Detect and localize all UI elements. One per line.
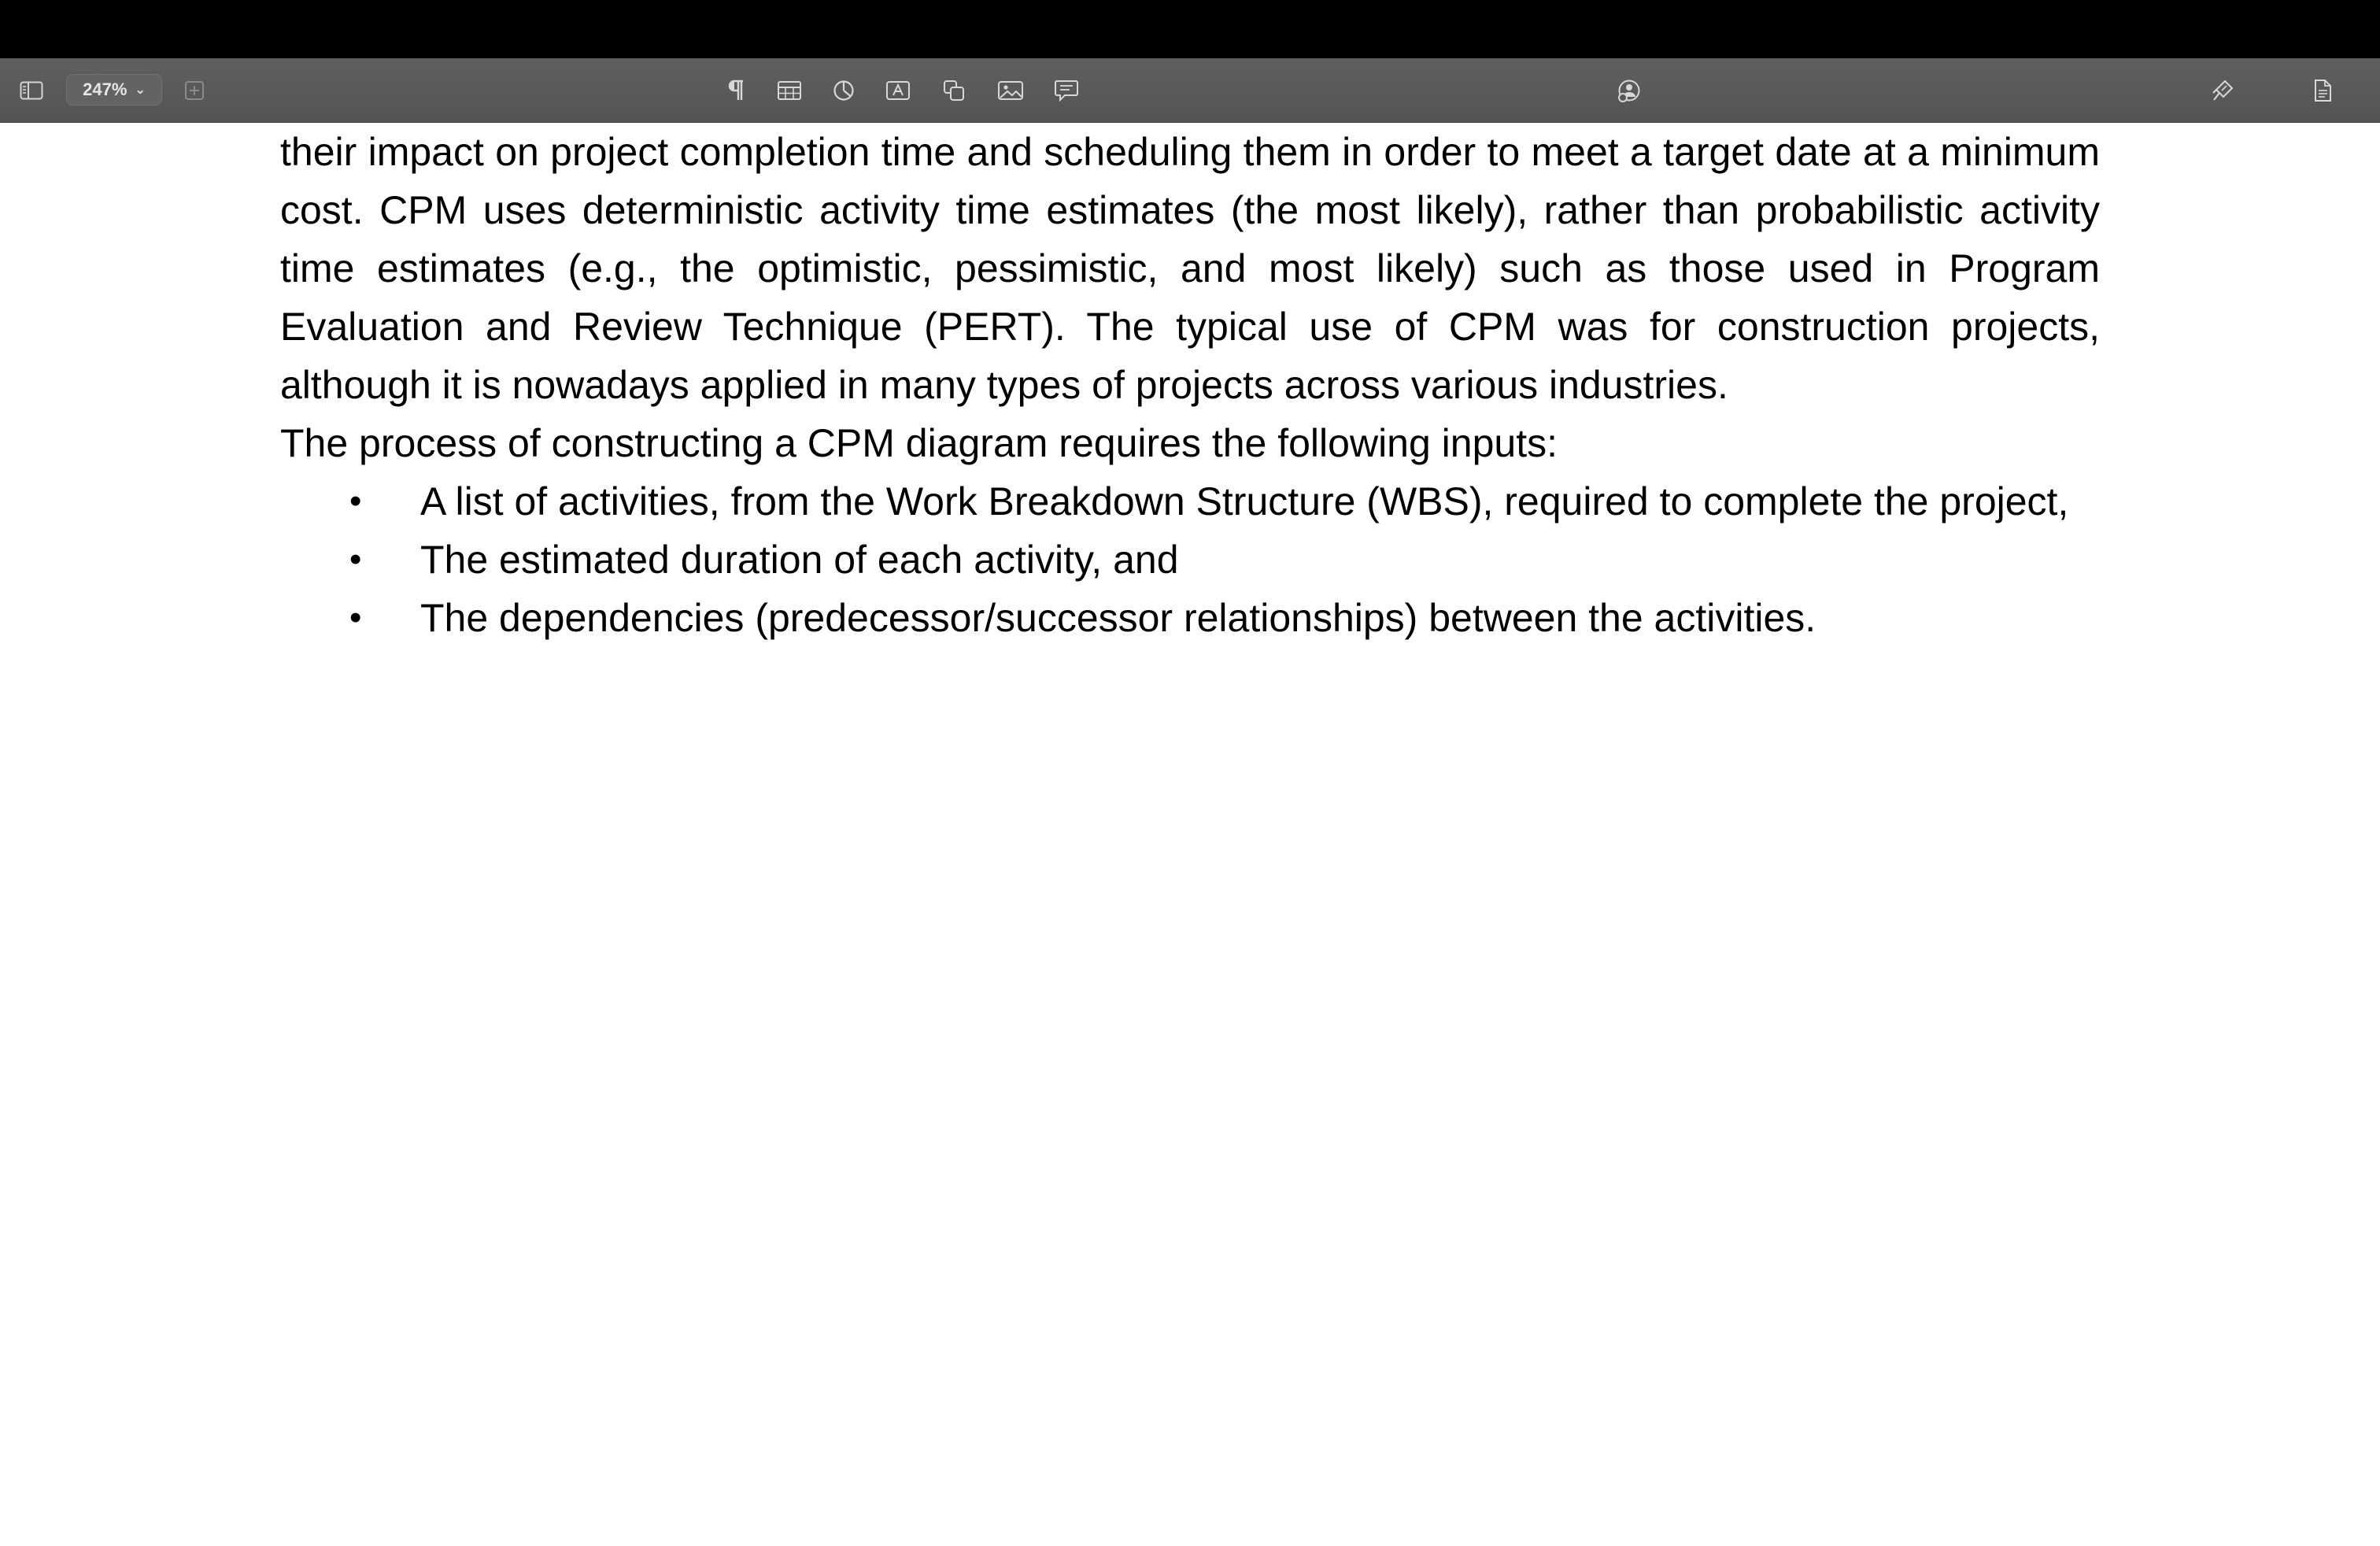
collaborate-icon[interactable] xyxy=(1613,58,1645,123)
bullet-marker: • xyxy=(349,598,362,637)
paragraph-icon[interactable] xyxy=(722,58,749,123)
chevron-down-icon: ⌄ xyxy=(135,83,146,97)
chart-icon[interactable] xyxy=(830,58,858,123)
list-item xyxy=(280,589,2100,647)
bullet-marker: • xyxy=(349,482,362,520)
paragraph-cpm-inputs-intro: The process of constructing a CPM diagram requires the following inputs: xyxy=(280,421,1558,465)
document-icon[interactable] xyxy=(2309,58,2336,123)
add-page-icon[interactable] xyxy=(183,58,206,123)
list-item-text: The estimated duration of each activity, and xyxy=(420,538,1179,582)
list-item-text: The dependencies (predecessor/successor relationships) between the activities. xyxy=(420,596,1816,640)
bullet-marker: • xyxy=(349,540,362,579)
zoom-value: 247% xyxy=(83,80,128,99)
document-page[interactable] xyxy=(0,123,2380,1546)
comment-icon[interactable] xyxy=(1051,58,1081,123)
list-item xyxy=(280,472,2100,531)
screen-top-bar xyxy=(0,0,2380,58)
inputs-bullet-list xyxy=(280,472,2100,647)
list-item xyxy=(280,531,2100,589)
sidebar-toggle-icon[interactable] xyxy=(16,58,47,123)
media-icon[interactable] xyxy=(995,58,1026,123)
app-toolbar xyxy=(0,58,2380,123)
document-body[interactable] xyxy=(280,123,2100,647)
list-item-text: A list of activities, from the Work Breakdown Structure (WBS), required to complete the project, xyxy=(420,479,2069,523)
table-icon[interactable] xyxy=(774,58,804,123)
zoom-dropdown[interactable] xyxy=(66,74,162,105)
shape-icon[interactable] xyxy=(940,58,968,123)
textbox-icon[interactable] xyxy=(883,58,913,123)
paragraph-cpm-description: their impact on project completion time and scheduling them in order to meet a target date at a minimum cost. CPM uses deterministic activity time estimates (the most likely), rather than probabilistic activity time estimates (e.g., the optimistic, pessimistic, and most likely) such as those used in Program Evaluation and Review Technique (PERT). The typical use of CPM was for construction projects, although it is nowadays applied in many types of projects across various industries. xyxy=(280,130,2100,407)
format-brush-icon[interactable] xyxy=(2208,58,2237,123)
